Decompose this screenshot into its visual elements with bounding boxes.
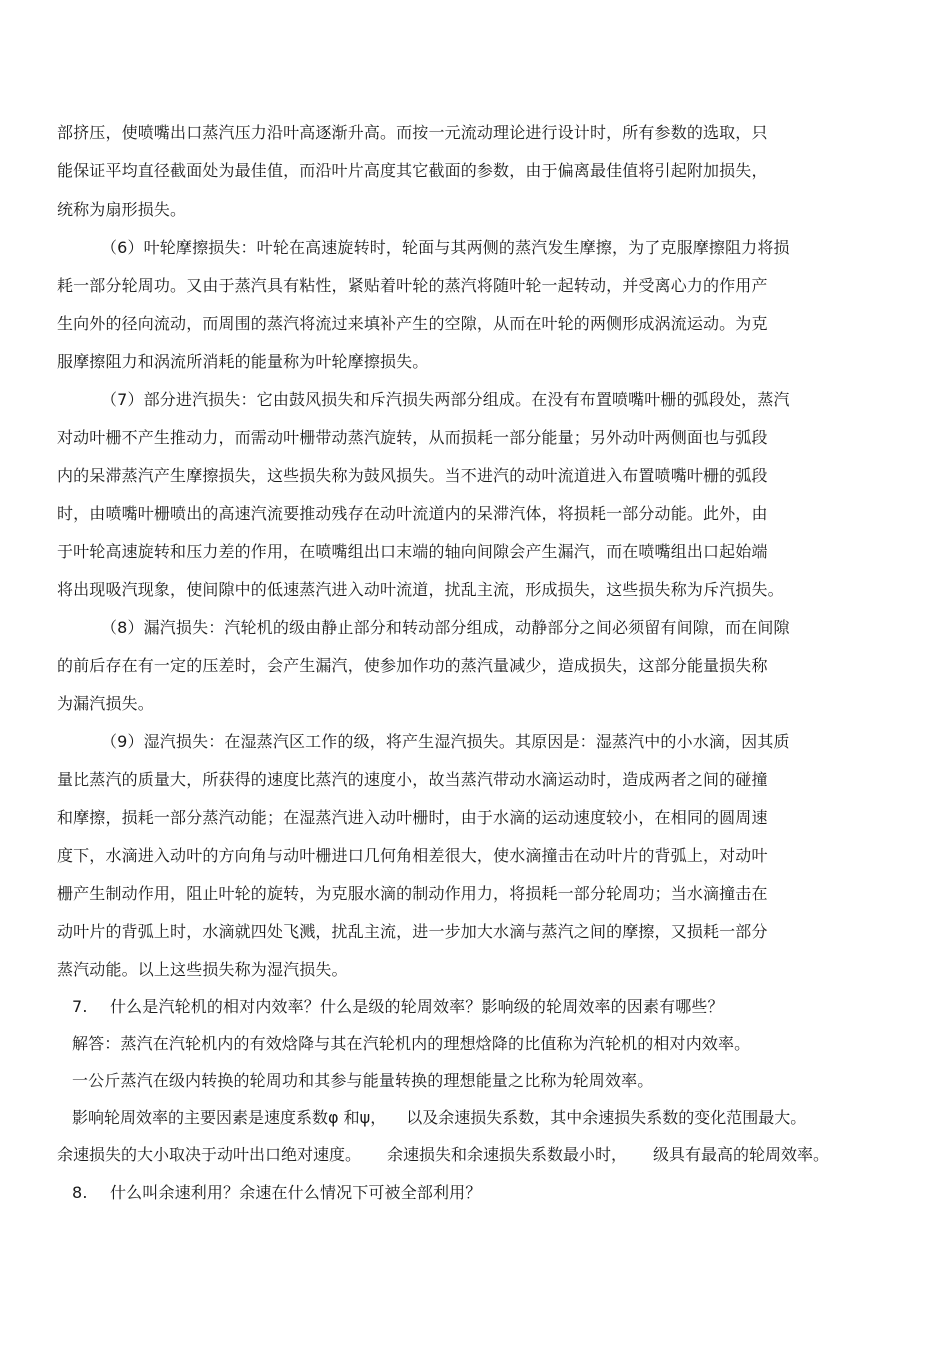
answer-7-line [57,1145,829,1165]
answer-7-line: 一公斤蒸汽在级内转换的轮周功和其参与能量转换的理想能量之比称为轮周效率。 [72,1071,654,1090]
text-line: 能保证平均直径截面处为最佳值，而沿叶片高度其它截面的参数，由于偏离最佳值将引起附加损失， [57,161,768,180]
answer-segment: 级具有最高的轮周效率。 [653,1145,830,1164]
text-line: 为漏汽损失。 [57,694,154,713]
answer-7-line [72,1108,806,1128]
text-line: 栅产生制动作用，阻止叶轮的旋转，为克服水滴的制动作用力，将损耗一部分轮周功；当水滴撞击在 [57,884,768,903]
text-line: 部挤压，使喷嘴出口蒸汽压力沿叶高逐渐升高。而按一元流动理论进行设计时，所有参数的选取，只 [57,123,768,142]
answer-segment: 影响轮周效率的主要因素是速度系数φ 和ψ， [72,1108,387,1127]
text-line: 的前后存在有一定的压差时，会产生漏汽，使参加作功的蒸汽量减少，造成损失，这部分能量损失称 [57,656,768,675]
text-line: 蒸汽动能。以上这些损失称为湿汽损失。 [57,960,348,979]
answer-segment: 以及余速损失系数，其中余速损失系数的变化范围最大。 [406,1108,807,1127]
answer-segment: 余速损失和余速损失系数最小时， [387,1145,628,1164]
question-text: 什么叫余速利用？余速在什么情况下可被全部利用？ [110,1183,482,1202]
text-line: 量比蒸汽的质量大，所获得的速度比蒸汽的速度小，故当蒸汽带动水滴运动时，造成两者之间的碰撞 [57,770,768,789]
text-line: 于叶轮高速旋转和压力差的作用，在喷嘴组出口末端的轴向间隙会产生漏汽，而在喷嘴组出口起始端 [57,542,768,561]
text-line: 度下，水滴进入动叶的方向角与动叶栅进口几何角相差很大，使水滴撞击在动叶片的背弧上，对动叶 [57,846,768,865]
paragraph-8-start: （8）漏汽损失：汽轮机的级由静止部分和转动部分组成，动静部分之间必须留有间隙，而在间隙 [101,618,790,637]
paragraph-9-start: （9）湿汽损失：在湿蒸汽区工作的级，将产生湿汽损失。其原因是：湿蒸汽中的小水滴，因其质 [101,732,790,751]
text-line: 动叶片的背弧上时，水滴就四处飞溅，扰乱主流，进一步加大水滴与蒸汽之间的摩擦，又损耗一部分 [57,922,768,941]
question-number: 8. [72,1183,88,1202]
question-text: 什么是汽轮机的相对内效率？什么是级的轮周效率？影响级的轮周效率的因素有哪些？ [110,997,724,1016]
paragraph-7-start: （7）部分进汽损失：它由鼓风损失和斥汽损失两部分组成。在没有布置喷嘴叶栅的弧段处，蒸汽 [101,390,790,409]
question-7 [72,997,724,1017]
text-line: 服摩擦阻力和涡流所消耗的能量称为叶轮摩擦损失。 [57,352,429,371]
text-line: 时，由喷嘴叶栅喷出的高速汽流要推动残存在动叶流道内的呆滞汽体，将损耗一部分动能。此外，由 [57,504,768,523]
answer-7-line: 解答：蒸汽在汽轮机内的有效焓降与其在汽轮机内的理想焓降的比值称为汽轮机的相对内效率。 [72,1034,751,1053]
text-line: 耗一部分轮周功。又由于蒸汽具有粘性，紧贴着叶轮的蒸汽将随叶轮一起转动，并受离心力的作用产 [57,276,768,295]
text-line: 对动叶栅不产生推动力，而需动叶栅带动蒸汽旋转，从而损耗一部分能量；另外动叶两侧面也与弧段 [57,428,768,447]
text-line: 和摩擦，损耗一部分蒸汽动能；在湿蒸汽进入动叶栅时，由于水滴的运动速度较小，在相同的圆周速 [57,808,768,827]
question-8 [72,1183,481,1203]
paragraph-6-start: （6）叶轮摩擦损失：叶轮在高速旋转时，轮面与其两侧的蒸汽发生摩擦，为了克服摩擦阻力将损 [101,238,790,257]
question-number: 7. [72,997,88,1016]
text-line: 统称为扇形损失。 [57,200,187,219]
text-line: 内的呆滞蒸汽产生摩擦损失，这些损失称为鼓风损失。当不进汽的动叶流道进入布置喷嘴叶栅的弧段 [57,466,768,485]
text-line: 生向外的径向流动，而周围的蒸汽将流过来填补产生的空隙，从而在叶轮的两侧形成涡流运动。为克 [57,314,768,333]
text-line: 将出现吸汽现象，使间隙中的低速蒸汽进入动叶流道，扰乱主流，形成损失，这些损失称为斥汽损失。 [57,580,784,599]
answer-segment: 余速损失的大小取决于动叶出口绝对速度。 [57,1145,362,1164]
